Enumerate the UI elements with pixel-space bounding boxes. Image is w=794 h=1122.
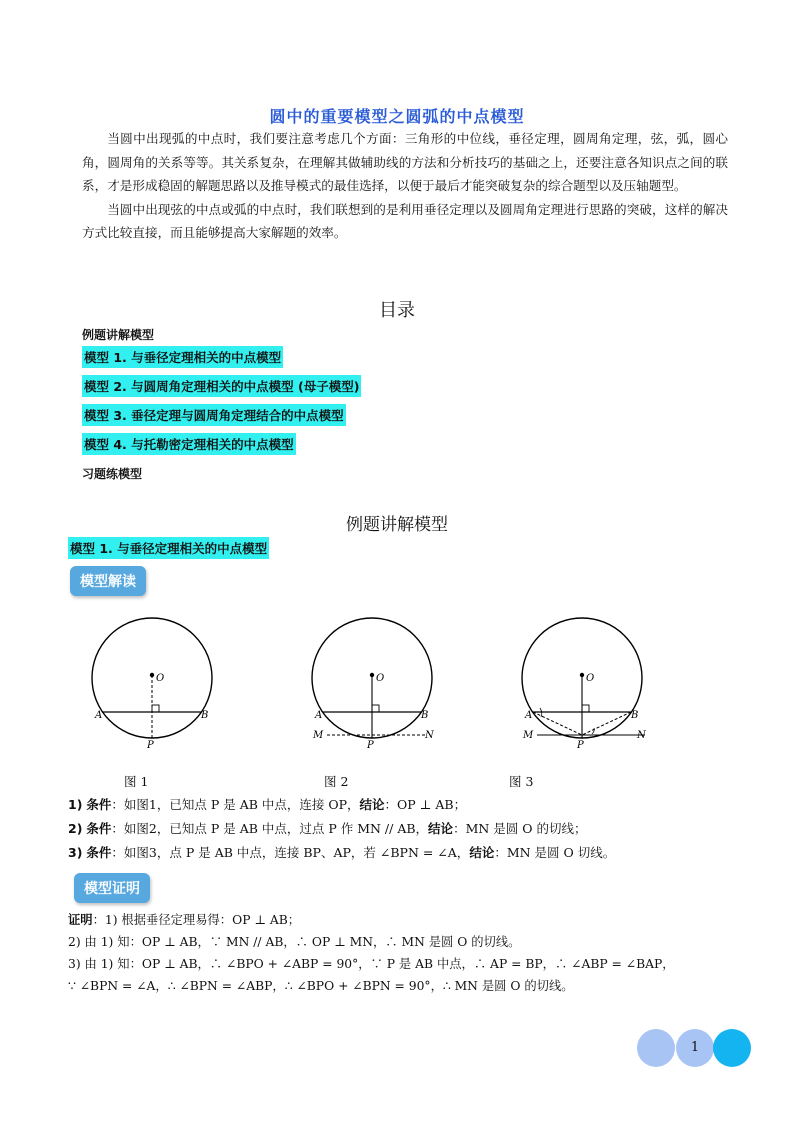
conclusion-2-label: 结论 bbox=[428, 821, 454, 836]
figure-2-caption: 图 2 bbox=[324, 774, 349, 789]
fig3-label-b: B bbox=[631, 710, 639, 721]
figure-1 bbox=[92, 618, 212, 751]
toc-item-model-3[interactable]: 模型 3. 垂径定理与圆周角定理结合的中点模型 bbox=[82, 404, 346, 426]
figure-1-caption: 图 1 bbox=[124, 774, 149, 789]
fig3-right-angle bbox=[582, 705, 589, 712]
condition-3-num: 3) bbox=[68, 845, 83, 860]
conclusion-3-text: ：MN 是圆 O 切线。 bbox=[494, 845, 616, 860]
fig2-label-b: B bbox=[421, 710, 429, 721]
page-circle-light bbox=[637, 1029, 675, 1067]
condition-1 bbox=[68, 794, 748, 815]
proof-line-1-text: ：1) 根据垂径定理易得：OP ⊥ AB； bbox=[92, 913, 301, 927]
toc-section-examples[interactable]: 例题讲解模型 bbox=[82, 328, 155, 342]
condition-2-text: ：如图2，已知点 P 是 AB 中点，过点 P 作 MN // AB， bbox=[111, 821, 429, 836]
condition-1-label: 条件 bbox=[86, 797, 112, 812]
condition-3-label: 条件 bbox=[86, 845, 112, 860]
fig2-center-dot bbox=[370, 673, 374, 677]
page-circle-dark bbox=[713, 1029, 751, 1067]
figure-3-caption: 图 3 bbox=[509, 774, 534, 789]
condition-2-num: 2) bbox=[68, 821, 83, 836]
page-number: 1 bbox=[676, 1029, 714, 1067]
fig2-label-p: P bbox=[367, 740, 374, 751]
fig3-bp-line bbox=[582, 712, 631, 735]
condition-3 bbox=[68, 842, 748, 863]
fig1-label-b: B bbox=[201, 710, 209, 721]
intro-paragraph-2: 当圆中出现弦的中点或弧的中点时，我们联想到的是利用垂径定理以及圆周角定理进行思路的突破，这样的解决方式比较直接，而且能够提高大家解题的效率。 bbox=[82, 201, 728, 240]
proof-line-2: 2) 由 1) 知：OP ⊥ AB，∵ MN // AB，∴ OP ⊥ MN，∴ MN 是圆 O 的切线。 bbox=[68, 935, 521, 949]
proof-line-1 bbox=[68, 910, 758, 931]
condition-3-text: ：如图3，点 P 是 AB 中点，连接 BP、AP，若 ∠BPN = ∠A， bbox=[111, 845, 470, 860]
intro-paragraph-1: 当圆中出现弧的中点时，我们要注意考虑几个方面：三角形的中位线，垂径定理，圆周角定理，弦，弧，圆心角，圆周角的关系等等。其关系复杂，在理解其做辅助线的方法和分析技巧的基础之上，还要注意各知识点之间的联系，才是形成稳固的解题思路以及推导模式的最佳选择，以便于最后才能突破复杂的综合题型以及压轴题型。 bbox=[82, 131, 728, 193]
section-title: 例题讲解模型 bbox=[346, 515, 448, 535]
fig3-label-o: O bbox=[586, 673, 595, 684]
fig1-right-angle bbox=[152, 705, 159, 712]
model-reading-badge: 模型解读 bbox=[70, 566, 146, 596]
document-title: 圆中的重要模型之圆弧的中点模型 bbox=[269, 107, 525, 126]
proof-label: 证明 bbox=[68, 913, 93, 927]
fig2-label-n: N bbox=[425, 730, 434, 741]
condition-2 bbox=[68, 818, 748, 839]
fig3-label-n: N bbox=[637, 730, 646, 741]
toc-item-model-4[interactable]: 模型 4. 与托勒密定理相关的中点模型 bbox=[82, 433, 296, 455]
conclusion-3-label: 结论 bbox=[469, 845, 495, 860]
proof-line-3: 3) 由 1) 知：OP ⊥ AB，∴ ∠BPO + ∠ABP = 90°，∵ P 是 AB 中点，∴ AP = BP，∴ ∠ABP = ∠BAP， bbox=[68, 957, 675, 971]
toc-heading: 目录 bbox=[379, 300, 415, 321]
intro-text bbox=[82, 127, 728, 245]
fig3-angle-bpn-mark bbox=[592, 728, 594, 734]
toc-item-model-1[interactable]: 模型 1. 与垂径定理相关的中点模型 bbox=[82, 346, 283, 368]
fig1-label-p: P bbox=[147, 740, 154, 751]
condition-2-label: 条件 bbox=[86, 821, 112, 836]
conclusion-1-label: 结论 bbox=[359, 797, 385, 812]
model-1-heading: 模型 1. 与垂径定理相关的中点模型 bbox=[68, 537, 269, 559]
fig2-right-angle bbox=[372, 705, 379, 712]
condition-1-num: 1) bbox=[68, 797, 83, 812]
figure-3 bbox=[522, 618, 647, 751]
fig3-label-m: M bbox=[523, 730, 534, 741]
fig2-label-a: A bbox=[315, 710, 323, 721]
fig3-ap-line bbox=[533, 712, 582, 735]
fig2-label-m: M bbox=[313, 730, 324, 741]
conclusion-1-text: ：OP ⊥ AB； bbox=[384, 797, 467, 812]
fig2-label-o: O bbox=[376, 673, 385, 684]
condition-1-text: ：如图1，已知点 P 是 AB 中点，连接 OP， bbox=[111, 797, 360, 812]
proof-line-4: ∵ ∠BPN = ∠A，∴ ∠BPN = ∠ABP，∴ ∠BPO + ∠BPN = 90°，∴ MN 是圆 O 的切线。 bbox=[68, 979, 574, 993]
fig1-label-o: O bbox=[156, 673, 165, 684]
fig1-center-dot bbox=[150, 673, 154, 677]
fig3-label-a: A bbox=[525, 710, 533, 721]
figure-2 bbox=[312, 618, 435, 751]
fig3-center-dot bbox=[580, 673, 584, 677]
conclusion-2-text: ：MN 是圆 O 的切线； bbox=[453, 821, 587, 836]
fig3-label-p: P bbox=[577, 740, 584, 751]
toc-section-exercises[interactable]: 习题练模型 bbox=[82, 467, 143, 481]
figures-diagram bbox=[60, 605, 760, 800]
fig1-label-a: A bbox=[95, 710, 103, 721]
toc-item-model-2[interactable]: 模型 2. 与圆周角定理相关的中点模型 (母子模型) bbox=[82, 375, 361, 397]
model-proof-badge: 模型证明 bbox=[74, 873, 150, 903]
